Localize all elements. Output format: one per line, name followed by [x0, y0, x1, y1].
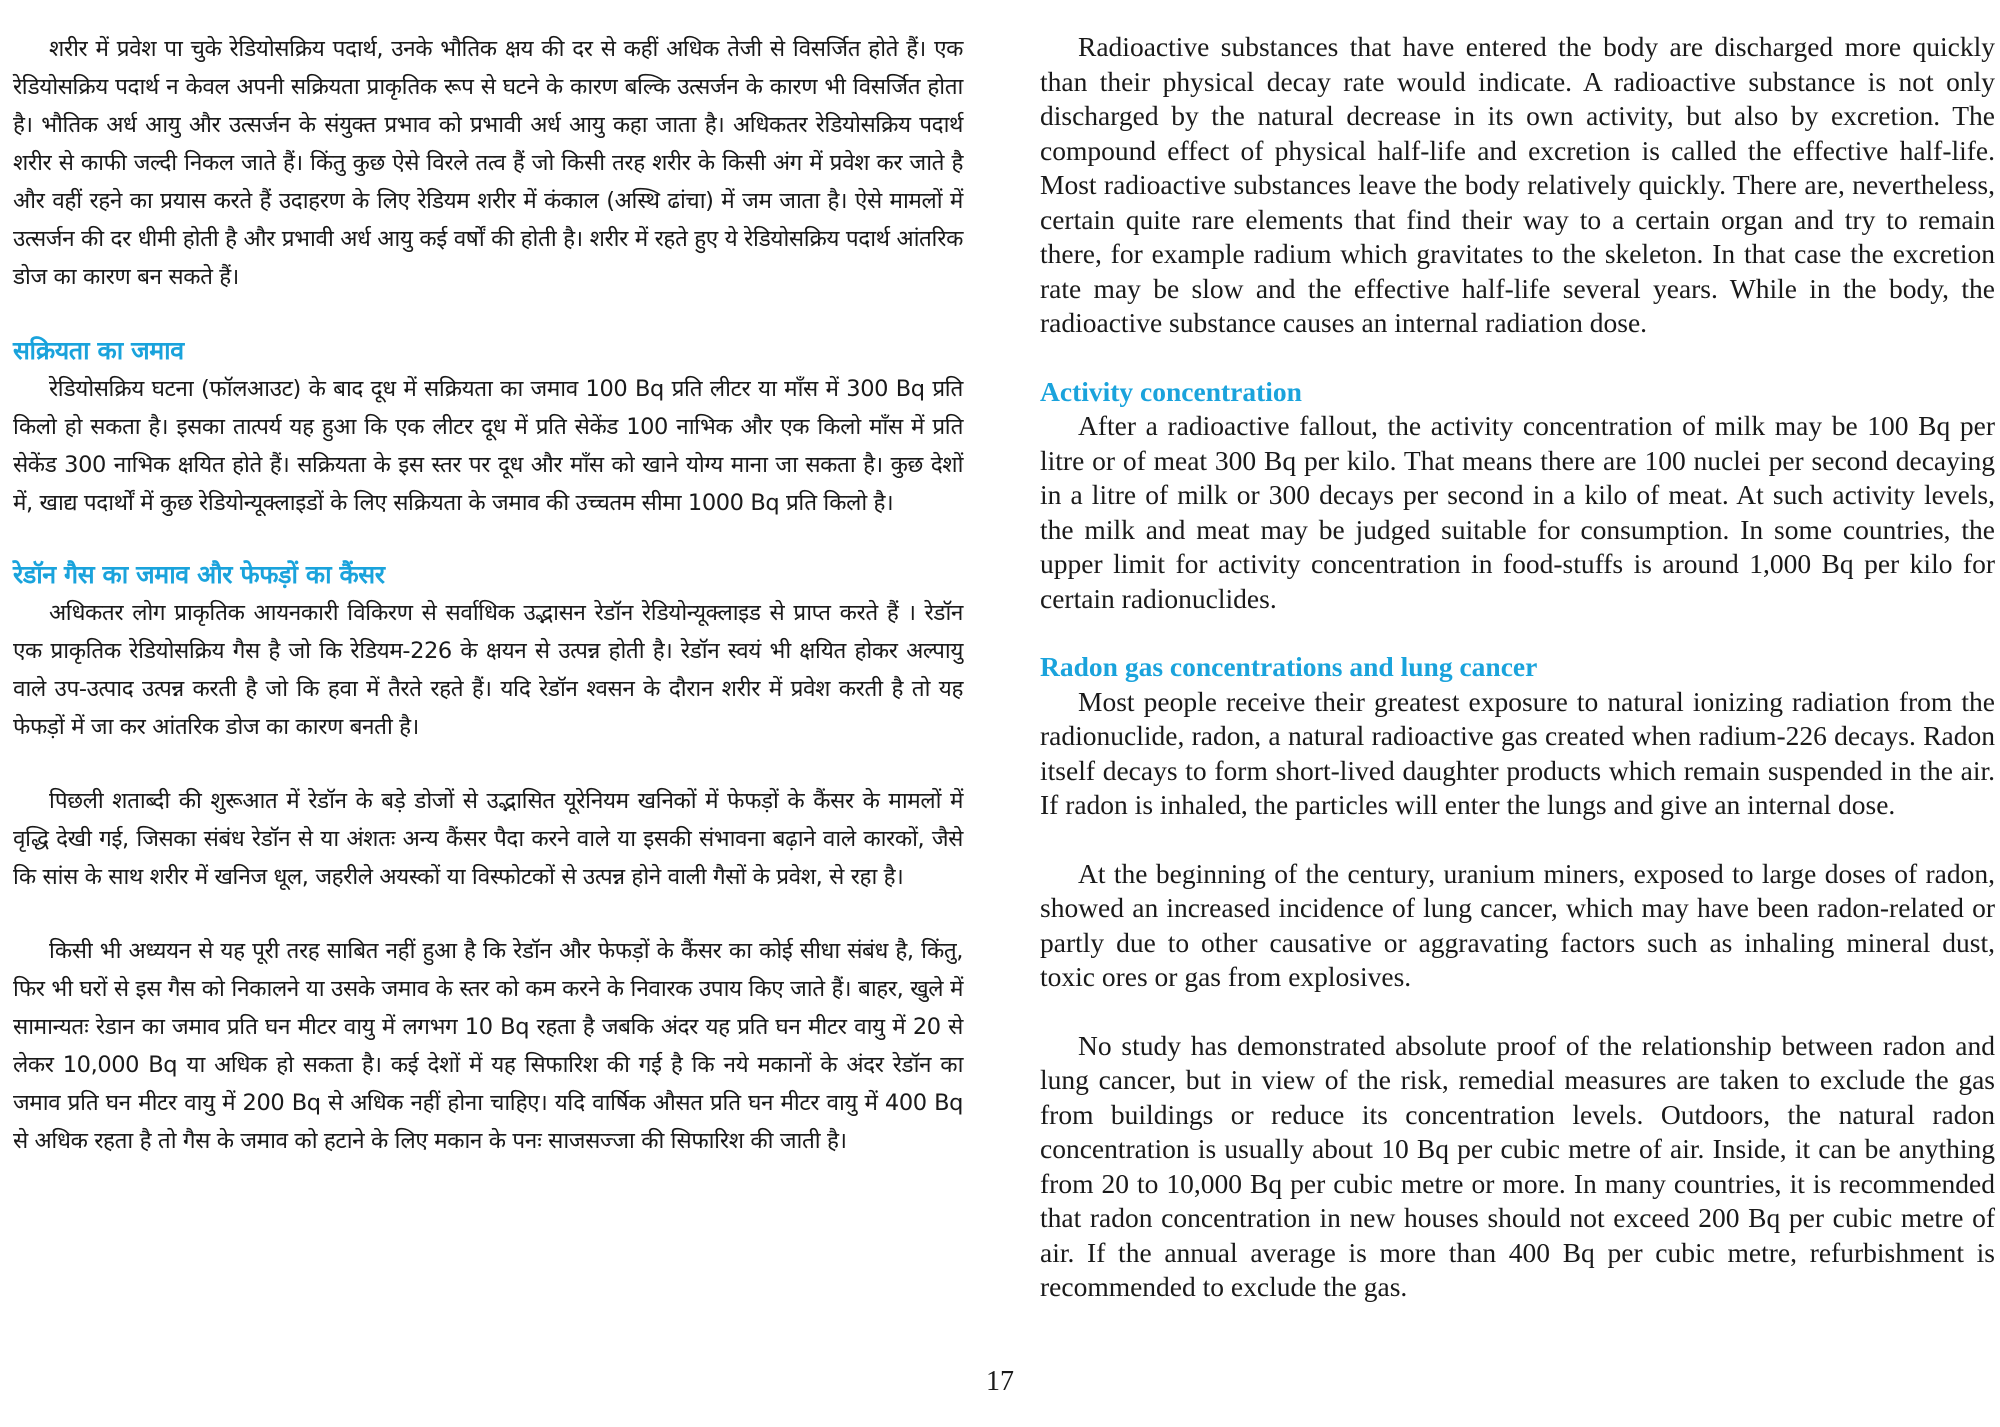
english-column [1040, 30, 1995, 1305]
english-paragraph-uranium-miners: At the beginning of the century, uranium miners, exposed to large doses of radon, showed an increased incidence of lung cancer, which may have been radon-related or partly due to other causative or aggravating factors such as inhaling mineral dust, toxic ores or gas from explosives. [1040, 857, 1995, 992]
hindi-paragraph-radon-limits: किसी भी अध्ययन से यह पूरी तरह साबित नहीं हुआ है कि रेडॉन और फेफड़ों के कैंसर का कोई सीधा संबंध है, किंतु, फिर भी घरों से इस गैस को निकालने या उसके जमाव के स्तर को कम करने के निवारक उपाय किए जाते हैं। बाहर, खुले में सामान्यतः रेडान का जमाव प्रति घन मीटर वायु में लगभग 10 Bq रहता है जबकि अंदर यह प्रति घन मीटर वायु में 20 से लेकर 10,000 Bq या अधिक हो सकता है। कई देशों में यह सिफारिश की गई है कि नये मकानों के अंदर रेडॉन का जमाव प्रति घन मीटर वायु में 200 Bq से अधिक नहीं होना चाहिए। यदि वार्षिक औसत प्रति घन मीटर वायु में 400 Bq से अधिक रहता है तो गैस के जमाव को हटाने के लिए मकान के पनः साजसज्जा की सिफारिश की जाती है। [13, 938, 963, 1154]
hindi-paragraph-radon-gas: अधिकतर लोग प्राकृतिक आयनकारी विकिरण से सर्वाधिक उद्भासन रेडॉन रेडियोन्यूक्लाइड से प्राप्त करते हैं । रेडॉन एक प्राकृतिक रेडियोसक्रिय गैस है जो कि रेडियम-226 के क्षयन से उत्पन्न होती है। रेडॉन स्वयं भी क्षयित होकर अल्पायु वाले उप-उत्पाद उत्पन्न करती है जो कि हवा में तैरते रहते हैं। यदि रेडॉन श्वसन के दौरान शरीर में प्रवेश करती है तो यह फेफड़ों में जा कर आंतरिक डोज का कारण बनती है। [13, 600, 963, 740]
english-paragraph-radon-limits: No study has demonstrated absolute proof of the relationship between radon and lung cancer, but in view of the risk, remedial measures are taken to exclude the gas from buildings or reduce its concentration levels. Outdoors, the natural radon concentration is usually about 10 Bq per cubic metre of air. Inside, it can be anything from 20 to 10,000 Bq per cubic metre or more. In many countries, it is recommended that radon concentration in new houses should not exceed 200 Bq per cubic metre of air. If the annual average is more than 400 Bq per cubic metre, refurbishment is recommended to exclude the gas. [1040, 1029, 1995, 1302]
english-heading-radon: Radon gas concentrations and lung cancer [1040, 651, 1538, 682]
hindi-paragraph-effective-half-life: शरीर में प्रवेश पा चुके रेडियोसक्रिय पदार्थ, उनके भौतिक क्षय की दर से कहीं अधिक तेजी से विसर्जित होते हैं। एक रेडियोसक्रिय पदार्थ न केवल अपनी सक्रियता प्राकृतिक रूप से घटने के कारण बल्कि उत्सर्जन के कारण भी विसर्जित होता है। भौतिक अर्ध आयु और उत्सर्जन के संयुक्त प्रभाव को प्रभावी अर्ध आयु कहा जाता है। अधिकतर रेडियोसक्रिय पदार्थ शरीर से काफी जल्दी निकल जाते हैं। किंतु कुछ ऐसे विरले तत्व हैं जो किसी तरह शरीर के किसी अंग में प्रवेश कर जाते है और वहीं रहने का प्रयास करते हैं उदाहरण के लिए रेडियम शरीर में कंकाल (अस्थि ढांचा) में जम जाता है। ऐसे मामलों में उत्सर्जन की दर धीमी होती है और प्रभावी अर्ध आयु कई वर्षों की होती है। शरीर में रहते हुए ये रेडियोसक्रिय पदार्थ आंतरिक डोज का कारण बन सकते हैं। [13, 36, 963, 290]
hindi-heading-activity-concentration: सक्रियता का जमाव [13, 336, 184, 365]
page-number: 17 [986, 1366, 1014, 1397]
hindi-column [13, 30, 963, 1160]
hindi-paragraph-uranium-miners: पिछली शताब्दी की शुरूआत में रेडॉन के बड़े डोजों से उद्भासित यूरेनियम खनिकों में फेफड़ों के कैंसर के मामलों में वृद्धि देखी गई, जिसका संबंध रेडॉन से या अंशतः अन्य कैंसर पैदा करने वाले या इसकी संभावना बढ़ाने वाले कारकों, जैसे कि सांस के साथ शरीर में खनिज धूल, जहरीले अयस्कों या विस्फोटकों से उत्पन्न होने वाली गैसों के प्रवेश, से रहा है। [13, 788, 963, 890]
english-paragraph-radon-gas: Most people receive their greatest exposure to natural ionizing radiation from the radionuclide, radon, a natural radioactive gas created when radium-226 decays. Radon itself decays to form short-lived daughter products which remain suspended in the air. If radon is inhaled, the particles will enter the lungs and give an internal dose. [1040, 685, 1995, 820]
english-paragraph-activity-concentration: After a radioactive fallout, the activity concentration of milk may be 100 Bq per litre or of meat 300 Bq per kilo. That means there are 100 nuclei per second decaying in a litre of milk or 300 decays per second in a kilo of meat. At such activity levels, the milk and meat may be judged suitable for consumption. In some countries, the upper limit for activity concentration in food-stuffs is around 1,000 Bq per kilo for certain radionuclides. [1040, 410, 1995, 614]
english-paragraph-effective-half-life: Radioactive substances that have entered the body are discharged more quickly than their physical decay rate would indicate. A radioactive substance is not only discharged by the natural decrease in its own activity, but also by excretion. The compound effect of physical half-life and excretion is called the effective half-life. Most radioactive substances leave the body relatively quickly. There are, nevertheless, certain quite rare elements that find their way to a certain organ and try to remain there, for example radium which gravitates to the skeleton. In that case the excretion rate may be slow and the effective half-life several years. While in the body, the radioactive substance causes an internal radiation dose. [1040, 31, 1995, 338]
hindi-heading-radon: रेडॉन गैस का जमाव और फेफड़ों का कैंसर [13, 560, 385, 589]
hindi-paragraph-activity-concentration: रेडियोसक्रिय घटना (फॉलआउट) के बाद दूध में सक्रियता का जमाव 100 Bq प्रति लीटर या माँस में 300 Bq प्रति किलो हो सकता है। इसका तात्पर्य यह हुआ कि एक लीटर दूध में प्रति सेकेंड 100 नाभिक और एक किलो माँस में प्रति सेकेंड 300 नाभिक क्षयित होते हैं। सक्रियता के इस स्तर पर दूध और माँस को खाने योग्य माना जा सकता है। कुछ देशों में, खाद्य पदार्थों में कुछ रेडियोन्यूक्लाइडों के लिए सक्रियता के जमाव की उच्चतम सीमा 1000 Bq प्रति किलो है। [13, 376, 963, 516]
english-heading-activity-concentration: Activity concentration [1040, 375, 1302, 407]
